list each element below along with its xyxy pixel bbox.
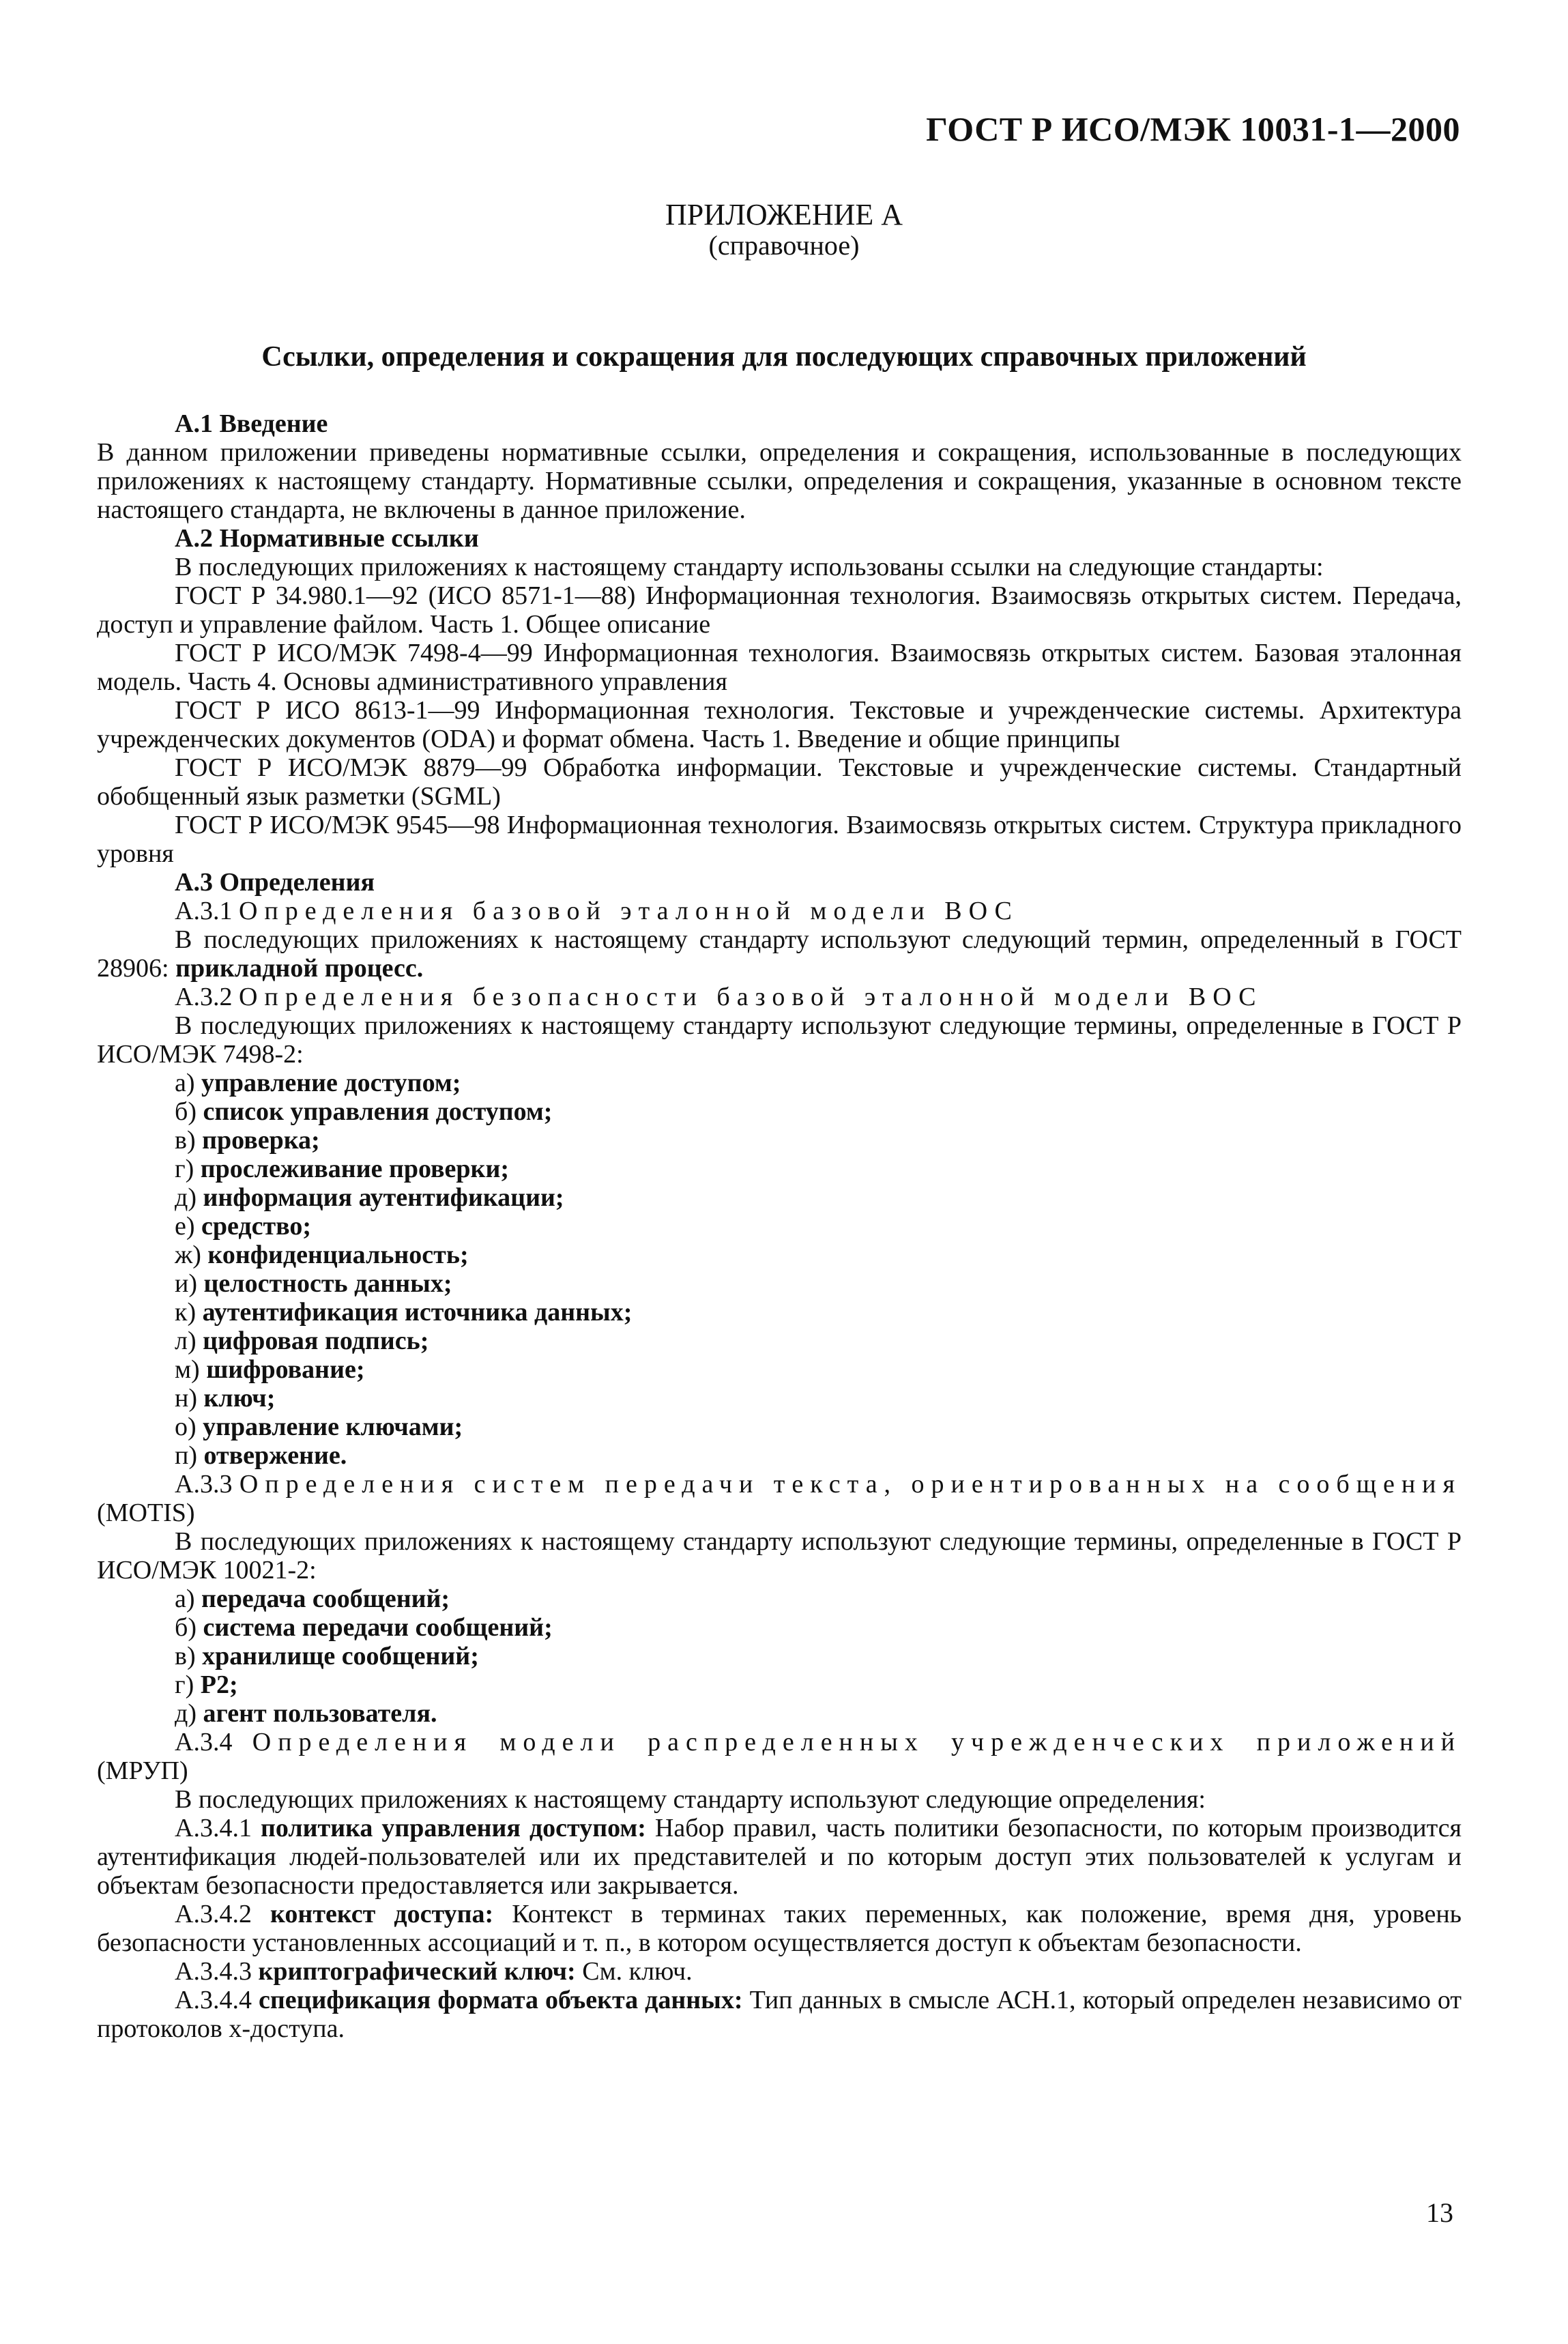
list-item: д) агент пользователя. <box>175 1699 437 1728</box>
heading-a1: А.1 Введение <box>175 409 328 438</box>
reference-item: ГОСТ Р ИСО/МЭК 7498-4—99 Информационная технология. Взаимосвязь открытых систем. Базовая эталонная модель. Часть 4. Основы административного управления <box>97 639 1462 696</box>
definition-item: А.3.4.1 политика управления доступом: Набор правил, часть политики безопасности, по которым производится аутентификация людей-пользователей или их представителей и по которым доступ этих пользователей к услугам и объектам безопасности предоставляется или закрывается. <box>97 1814 1462 1900</box>
paragraph-a1: В данном приложении приведены нормативные ссылки, определения и сокращения, использованные в последующих приложениях к настоящему стандарту. Нормативные ссылки, определения и сокращения, указанные в основном тексте настоящего стандарта, не включены в данное приложение. <box>97 438 1462 524</box>
list-item: м) шифрование; <box>175 1355 365 1384</box>
list-item: п) отвержение. <box>175 1441 347 1470</box>
subheading-a32: А.3.2 Определения безопасности базовой эталонной модели ВОС <box>175 983 1263 1011</box>
list-item: б) система передачи сообщений; <box>175 1613 553 1642</box>
list-item: ж) конфиденциальность; <box>175 1241 469 1269</box>
definition-item: А.3.4.4 спецификация формата объекта данных: Тип данных в смысле АСН.1, который определен независимо от протоколов x-доступа. <box>97 1986 1462 2043</box>
list-item: в) хранилище сообщений; <box>175 1642 479 1670</box>
document-body <box>97 409 1462 2043</box>
reference-item: ГОСТ Р ИСО/МЭК 9545—98 Информационная технология. Взаимосвязь открытых систем. Структура прикладного уровня <box>97 811 1462 868</box>
subheading-a33: А.3.3 Определения систем передачи текста, ориентированных на сообщения (MOTIS) <box>97 1470 1462 1527</box>
list-item: о) управление ключами; <box>175 1413 463 1441</box>
paragraph-a2-intro: В последующих приложениях к настоящему стандарту использованы ссылки на следующие стандарты: <box>175 553 1324 581</box>
list-item: г) прослеживание проверки; <box>175 1155 510 1183</box>
list-item: б) список управления доступом; <box>175 1097 553 1126</box>
reference-item: ГОСТ Р ИСО/МЭК 8879—99 Обработка информации. Текстовые и учрежденческие системы. Стандартный обобщенный язык разметки (SGML) <box>97 753 1462 811</box>
reference-item: ГОСТ Р 34.980.1—92 (ИСО 8571-1—88) Информационная технология. Взаимосвязь открытых систем. Передача, доступ и управление файлом. Часть 1. Общее описание <box>97 581 1462 639</box>
list-item: д) информация аутентификации; <box>175 1183 564 1212</box>
definition-item: А.3.4.3 криптографический ключ: См. ключ. <box>175 1957 693 1986</box>
appendix-title: ПРИЛОЖЕНИЕ А <box>665 198 903 231</box>
list-item: в) проверка; <box>175 1126 320 1155</box>
heading-a3: А.3 Определения <box>175 868 375 897</box>
appendix-subtitle: (справочное) <box>708 230 860 261</box>
page-number: 13 <box>1426 2197 1453 2228</box>
list-item: н) ключ; <box>175 1384 276 1413</box>
list-item: е) средство; <box>175 1212 312 1241</box>
paragraph-a33: В последующих приложениях к настоящему стандарту используют следующие термины, определенные в ГОСТ Р ИСО/МЭК 10021-2: <box>97 1527 1462 1585</box>
paragraph-a31: В последующих приложениях к настоящему стандарту используют следующий термин, определенный в ГОСТ 28906: прикладной процесс. <box>97 925 1462 983</box>
paragraph-a34: В последующих приложениях к настоящему стандарту используют следующие определения: <box>175 1785 1206 1814</box>
list-item: г) P2; <box>175 1670 238 1699</box>
heading-a2: А.2 Нормативные ссылки <box>175 524 479 553</box>
reference-item: ГОСТ Р ИСО 8613-1—99 Информационная технология. Текстовые и учрежденческие системы. Архитектура учрежденческих документов (ODA) и формат обмена. Часть 1. Введение и общие принципы <box>97 696 1462 753</box>
section-title: Ссылки, определения и сокращения для последующих справочных приложений <box>261 341 1307 373</box>
list-item: к) аутентификация источника данных; <box>175 1298 633 1327</box>
list-item: а) управление доступом; <box>175 1069 461 1097</box>
definition-item: А.3.4.2 контекст доступа: Контекст в терминах таких переменных, как положение, время дня, уровень безопасности установленных ассоциаций и т. п., в котором осуществляется доступ к объектам безопасности. <box>97 1900 1462 1957</box>
list-item: а) передача сообщений; <box>175 1585 450 1613</box>
paragraph-a32: В последующих приложениях к настоящему стандарту используют следующие термины, определенные в ГОСТ Р ИСО/МЭК 7498-2: <box>97 1011 1462 1069</box>
list-item: л) цифровая подпись; <box>175 1327 429 1355</box>
subheading-a34: А.3.4 Определения модели распределенных учрежденческих приложений (МРУП) <box>97 1728 1462 1785</box>
subheading-a31: А.3.1 Определения базовой эталонной модели ВОС <box>175 897 1019 925</box>
page-header: ГОСТ Р ИСО/МЭК 10031-1—2000 <box>926 110 1460 148</box>
list-item: и) целостность данных; <box>175 1269 452 1298</box>
